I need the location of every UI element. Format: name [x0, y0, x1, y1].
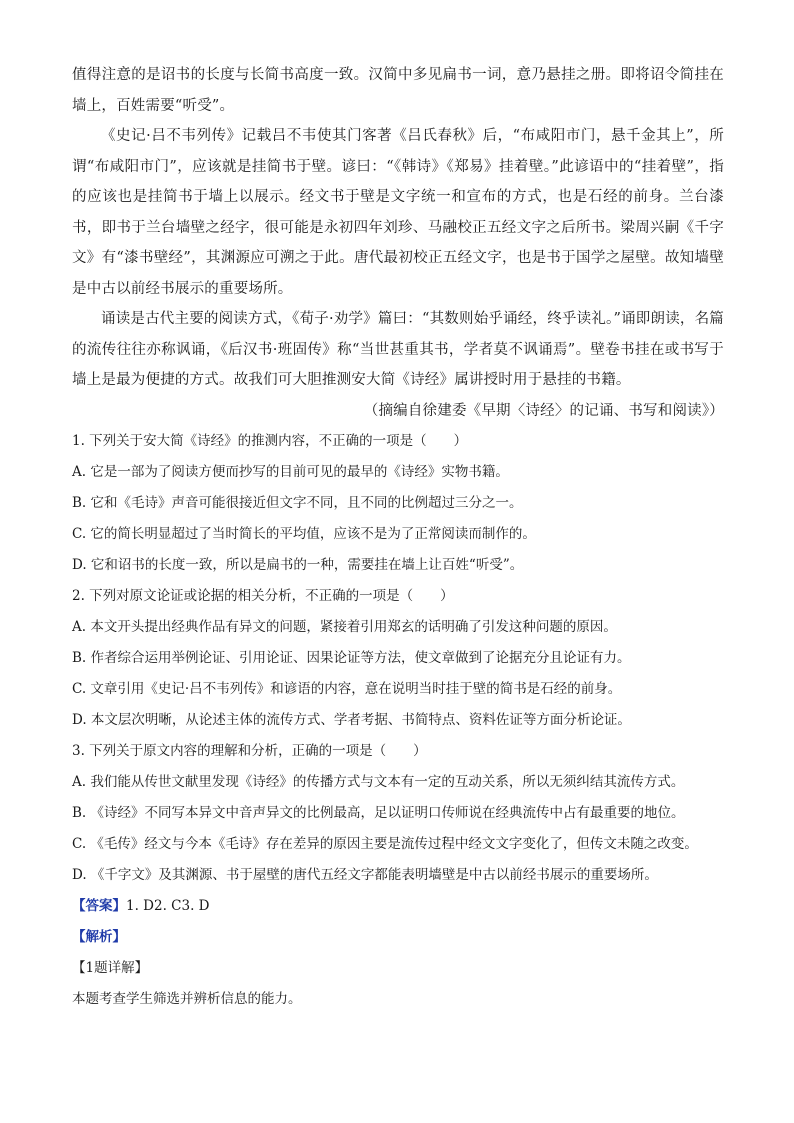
- option-d: D. 本文层次明晰，从论述主体的流传方式、学者考据、书简特点、资料佐证等方面分析论证。: [72, 712, 631, 728]
- option-c: C. 它的简长明显超过了当时简长的平均值，应该不是为了正常阅读而制作的。: [72, 526, 536, 542]
- passage-paragraph-2: 《史记·吕不韦列传》记载吕不韦使其门客著《吕氏春秋》后，“布咸阳市门，悬千金其上”，所谓“布咸阳市门”，应该就是挂简书于壁。谚曰：“《韩诗》《郑易》挂着壁。”此谚语中的“挂着壁”，指的应该也是挂简书于墙上以展示。经文书于壁是文字统一和宣布的方式，也是石经的前身。兰台漆书，即书于兰台墙壁之经字，很可能是永初四年刘珍、马融校正五经文字之后所书。梁周兴嗣《千字文》有“漆书壁经”，其渊源应可溯之于此。唐代最初校正五经文字，也是书于国学之屋壁。故知墙壁是中古以前经书展示的重要场所。: [72, 128, 724, 297]
- option-b: B. 它和《毛诗》声音可能很接近但文字不同，且不同的比例超过三分之一。: [72, 495, 523, 511]
- passage-source: （摘编自徐建委《早期〈诗经〉的记诵、书写和阅读》）: [363, 402, 724, 419]
- option-a: A. 我们能从传世文献里发现《诗经》的传播方式与文本有一定的互动关系，所以无须纠结其流传方式。: [72, 774, 685, 790]
- answer-text: 1. D2. C3. D: [126, 898, 210, 914]
- option-d: D. 《千字文》及其渊源、书于屋壁的唐代五经文字都能表明墙壁是中古以前经书展示的重要场所。: [72, 867, 658, 883]
- option-c: C. 《毛传》经文与今本《毛诗》存在差异的原因主要是流传过程中经文文字变化了，但传文未随之改变。: [72, 836, 698, 852]
- option-a: A. 本文开头提出经典作品有异文的问题，紧接着引用郑玄的话明确了引发这种问题的原因。: [72, 619, 617, 635]
- question-1: [72, 426, 724, 581]
- option-b: B. 作者综合运用举例论证、引用论证、因果论证等方法，使文章做到了论据充分且论证有力。: [72, 650, 631, 666]
- option-a: A. 它是一部为了阅读方便而抄写的目前可见的最早的《诗经》实物书籍。: [72, 464, 509, 480]
- question-3: [72, 736, 724, 891]
- question-stem: 2. 下列对原文论证或论据的相关分析，不正确的一项是（ ）: [72, 588, 454, 604]
- passage-paragraph-3: 诵读是古代主要的阅读方式，《荀子·劝学》篇曰：“其数则始乎诵经，终乎读礼。”诵即朗读，名篇的流传往往亦称讽诵，《后汉书·班固传》称“当世甚重其书，学者莫不讽诵焉”。壁卷书挂在或书写于墙上是最为便捷的方式。故我们可大胆推测安大简《诗经》属讲授时用于悬挂的书籍。: [72, 311, 724, 388]
- detail-heading: 【1题详解】: [72, 960, 149, 976]
- question-stem: 1. 下列关于安大简《诗经》的推测内容，不正确的一项是（ ）: [72, 433, 468, 449]
- option-c: C. 文章引用《史记·吕不韦列传》和谚语的内容，意在说明当时挂于壁的简书是石经的前身。: [72, 681, 622, 697]
- option-b: B. 《诗经》不同写本异文中音声异文的比例最高，足以证明口传师说在经典流传中占有最重要的地位。: [72, 805, 685, 821]
- analysis-tag: 【解析】: [72, 929, 126, 945]
- analysis-line: [72, 922, 724, 953]
- detail-text: 本题考查学生筛选并辨析信息的能力。: [72, 991, 302, 1007]
- answer-tag: 【答案】: [72, 898, 126, 914]
- option-d: D. 它和诏书的长度一致，所以是扁书的一种，需要挂在墙上让百姓“听受”。: [72, 557, 524, 573]
- question-stem: 3. 下列关于原文内容的理解和分析，正确的一项是（ ）: [72, 743, 427, 759]
- passage-paragraph-1: 值得注意的是诏书的长度与长简书高度一致。汉简中多见扁书一词，意乃悬挂之册。即将诏令简挂在墙上，百姓需要“听受”。: [72, 67, 724, 114]
- answer-line: [72, 891, 724, 922]
- question-2: [72, 581, 724, 736]
- document-page: [72, 60, 724, 1015]
